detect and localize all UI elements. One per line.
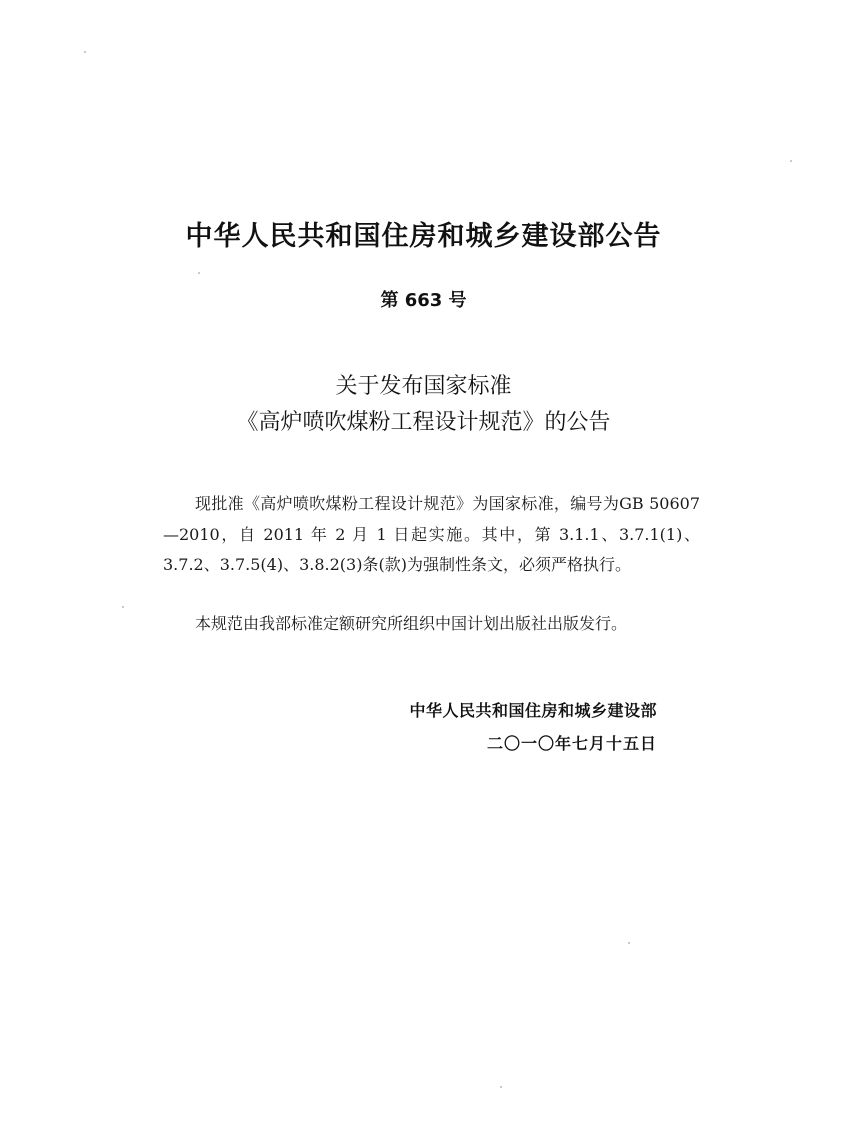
notice-number: 第 663 号 <box>380 290 467 311</box>
scan-speck <box>790 160 792 162</box>
paragraph-text: 本规范由我部标准定额研究所组织中国计划出版社出版发行。 <box>195 614 628 633</box>
signature-date: 二〇一〇年七月十五日 <box>486 734 657 753</box>
scan-speck <box>122 606 124 608</box>
signature-organization: 中华人民共和国住房和城乡建设部 <box>409 701 657 720</box>
scan-speck <box>628 942 630 944</box>
body-paragraph-publication <box>163 609 700 640</box>
scan-speck <box>84 51 86 53</box>
scan-speck <box>500 1086 502 1088</box>
subject-line-1: 关于发布国家标准 <box>335 374 512 399</box>
agency-title: 中华人民共和国住房和城乡建设部公告 <box>185 221 662 252</box>
body-paragraph-approval <box>163 489 700 581</box>
paragraph-text: 现批准《高炉喷吹煤粉工程设计规范》为国家标准，编号为GB 50607—2010，自 2011 年 2 月 1 日起实施。其中，第 3.1.1、3.7.1(1)、3.7.2、3.7.5(4)、3.8.2(3)条(款)为强制性条文，必须严格执行。 <box>163 494 700 574</box>
scan-speck <box>198 272 200 274</box>
subject-line-2: 《高炉喷吹煤粉工程设计规范》的公告 <box>236 410 611 435</box>
